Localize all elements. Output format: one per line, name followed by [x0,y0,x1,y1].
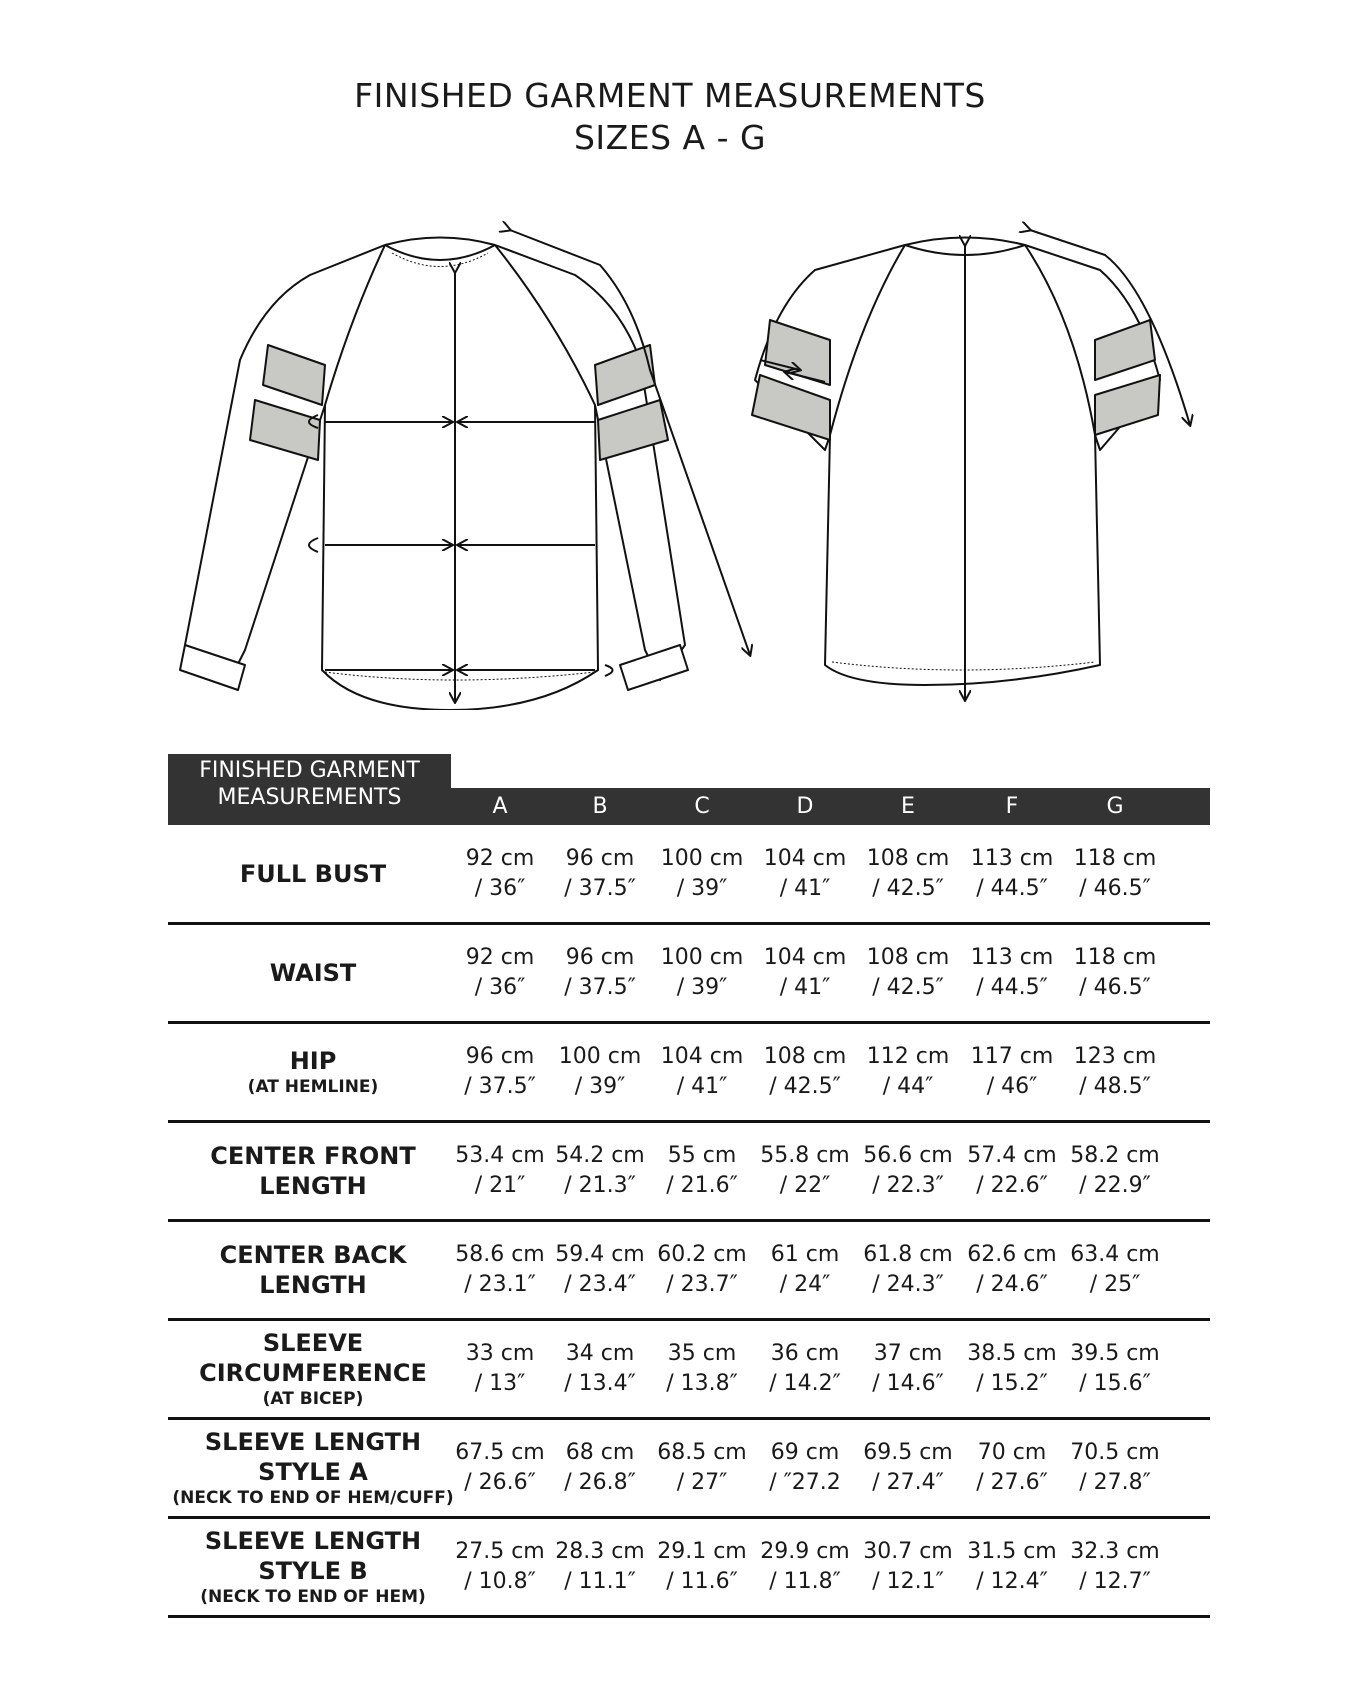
row-label [168,925,458,1021]
measurement-cell [447,1222,553,1318]
measurement-cell [959,1519,1065,1615]
inch-value: / 42.5″ [872,975,944,1000]
cm-value: 104 cm [763,846,847,871]
measurement-cell [752,1519,858,1615]
inch-value: / 22.3″ [872,1173,944,1198]
row-label-note: (AT HEMLINE) [247,1077,379,1097]
measurement-cell [1062,1519,1168,1615]
row-label [168,1222,458,1318]
size-header-a: A [492,794,508,819]
measurement-cell [447,1519,553,1615]
measurement-cell [959,1024,1065,1120]
inch-value: / 46.5″ [1079,876,1151,901]
table-row [168,826,1210,925]
cm-value: 100 cm [558,1044,642,1069]
measurement-cell [649,1024,755,1120]
cm-value: 108 cm [763,1044,847,1069]
cm-value: 68.5 cm [657,1440,747,1465]
inch-value: / 26.8″ [564,1470,636,1495]
inch-value: / 37.5″ [564,975,636,1000]
cm-value: 70 cm [977,1440,1047,1465]
row-label-text: SLEEVE CIRCUMFERENCE [199,1329,427,1387]
measurement-cell [1062,1024,1168,1120]
measurement-cell [855,1321,961,1417]
measurement-cell [1062,1321,1168,1417]
inch-value: / 15.6″ [1079,1371,1151,1396]
inch-value: / 27″ [676,1470,728,1495]
inch-value: / 39″ [676,975,728,1000]
cm-value: 96 cm [565,846,635,871]
table-row [168,1222,1210,1321]
header-label-line1: FINISHED GARMENT [199,758,420,783]
cm-value: 58.6 cm [455,1242,545,1267]
row-label [168,1024,458,1120]
cm-value: 61 cm [770,1242,840,1267]
inch-value: / 21.6″ [666,1173,738,1198]
inch-value: / ″27.2 [769,1470,841,1495]
row-label-note: (NECK TO END OF HEM) [200,1587,426,1607]
inch-value: / 25″ [1089,1272,1141,1297]
cm-value: 63.4 cm [1070,1242,1160,1267]
row-label [168,1519,458,1615]
inch-value: / 14.6″ [872,1371,944,1396]
table-row [168,1519,1210,1618]
measurement-cell [855,826,961,922]
row-label-text: SLEEVE LENGTH [204,1428,422,1456]
cm-value: 67.5 cm [455,1440,545,1465]
row-label-text: FULL BUST [239,860,387,888]
cm-value: 123 cm [1073,1044,1157,1069]
measurement-cell [959,925,1065,1021]
measurement-cell [752,1123,858,1219]
cm-value: 68 cm [565,1440,635,1465]
measurement-cell [649,826,755,922]
measurement-cell [855,1024,961,1120]
header-label-line2: MEASUREMENTS [217,785,402,810]
measurement-cell [752,1420,858,1516]
cm-value: 69.5 cm [863,1440,953,1465]
measurement-cell [1062,1222,1168,1318]
table-row [168,925,1210,1024]
row-label [168,1321,458,1417]
measurement-cell [447,1321,553,1417]
inch-value: / 12.7″ [1079,1569,1151,1594]
row-label-text: CENTER FRONT [210,1142,416,1170]
cm-value: 108 cm [866,945,950,970]
cm-value: 62.6 cm [967,1242,1057,1267]
cm-value: 104 cm [660,1044,744,1069]
inch-value: / 36″ [474,876,526,901]
measurement-cell [752,1321,858,1417]
inch-value: / 42.5″ [769,1074,841,1099]
measurement-cell [547,925,653,1021]
cm-value: 96 cm [465,1044,535,1069]
table-row [168,1321,1210,1420]
cm-value: 92 cm [465,846,535,871]
inch-value: / 41″ [779,975,831,1000]
inch-value: / 48.5″ [1079,1074,1151,1099]
inch-value: / 26.6″ [464,1470,536,1495]
row-label-text: STYLE A [258,1458,368,1486]
measurement-cell [447,1123,553,1219]
cm-value: 113 cm [970,945,1054,970]
inch-value: / 44″ [882,1074,934,1099]
cm-value: 30.7 cm [863,1539,953,1564]
inch-value: / 27.4″ [872,1470,944,1495]
inch-value: / 46″ [986,1074,1038,1099]
measurement-cell [649,925,755,1021]
inch-value: / 42.5″ [872,876,944,901]
inch-value: / 13.8″ [666,1371,738,1396]
measurement-cell [959,1222,1065,1318]
inch-value: / 13.4″ [564,1371,636,1396]
measurement-cell [959,1123,1065,1219]
cm-value: 29.1 cm [657,1539,747,1564]
measurement-cell [547,826,653,922]
measurement-cell [547,1024,653,1120]
inch-value: / 12.4″ [976,1569,1048,1594]
measurement-cell [1062,1420,1168,1516]
measurement-cell [649,1420,755,1516]
row-label-text: LENGTH [259,1172,367,1200]
row-label-note: (AT BICEP) [262,1389,364,1409]
inch-value: / 15.2″ [976,1371,1048,1396]
inch-value: / 41″ [676,1074,728,1099]
cm-value: 31.5 cm [967,1539,1057,1564]
cm-value: 70.5 cm [1070,1440,1160,1465]
measurement-cell [649,1123,755,1219]
inch-value: / 24.3″ [872,1272,944,1297]
cm-value: 39.5 cm [1070,1341,1160,1366]
cm-value: 32.3 cm [1070,1539,1160,1564]
measurement-cell [959,1420,1065,1516]
cm-value: 38.5 cm [967,1341,1057,1366]
inch-value: / 21″ [474,1173,526,1198]
inch-value: / 11.1″ [564,1569,636,1594]
table-header-label [168,754,451,825]
cm-value: 33 cm [465,1341,535,1366]
row-label [168,1420,458,1516]
cm-value: 112 cm [866,1044,950,1069]
measurement-cell [752,1222,858,1318]
inch-value: / 22″ [779,1173,831,1198]
row-label-text: HIP [289,1047,337,1075]
size-header-d: D [796,794,814,819]
inch-value: / 22.9″ [1079,1173,1151,1198]
size-header-c: C [694,794,710,819]
measurement-cell [959,826,1065,922]
page-subtitle: SIZES A - G [573,118,767,157]
measurement-cell [752,925,858,1021]
measurement-cell [547,1123,653,1219]
row-label-text: WAIST [269,959,357,987]
cm-value: 57.4 cm [967,1143,1057,1168]
inch-value: / 27.6″ [976,1470,1048,1495]
inch-value: / 11.8″ [769,1569,841,1594]
row-label-text: SLEEVE LENGTH [204,1527,422,1555]
measurement-cell [547,1420,653,1516]
cm-value: 100 cm [660,945,744,970]
measurement-cell [855,925,961,1021]
row-label [168,1123,458,1219]
inch-value: / 41″ [779,876,831,901]
row-label-text: STYLE B [258,1557,368,1585]
measurement-cell [447,1024,553,1120]
inch-value: / 37.5″ [464,1074,536,1099]
table-row [168,1420,1210,1519]
inch-value: / 37.5″ [564,876,636,901]
measurement-cell [447,826,553,922]
inch-value: / 23.1″ [464,1272,536,1297]
cm-value: 118 cm [1073,846,1157,871]
measurement-cell [547,1222,653,1318]
size-header-g: G [1106,794,1124,819]
front-view-drawing [180,230,750,710]
inch-value: / 22.6″ [976,1173,1048,1198]
cm-value: 96 cm [565,945,635,970]
measurement-cell [447,1420,553,1516]
cm-value: 37 cm [873,1341,943,1366]
row-label-text: CENTER BACK [219,1241,407,1269]
size-header-b: B [592,794,608,819]
cm-value: 59.4 cm [555,1242,645,1267]
measurement-cell [1062,925,1168,1021]
inch-value: / 24.6″ [976,1272,1048,1297]
row-label [168,826,458,922]
cm-value: 69 cm [770,1440,840,1465]
measurement-cell [752,1024,858,1120]
cm-value: 104 cm [763,945,847,970]
row-label-note: (NECK TO END OF HEM/CUFF) [172,1488,454,1508]
cm-value: 100 cm [660,846,744,871]
measurement-cell [547,1519,653,1615]
inch-value: / 46.5″ [1079,975,1151,1000]
cm-value: 29.9 cm [760,1539,850,1564]
cm-value: 117 cm [970,1044,1054,1069]
table-row [168,1123,1210,1222]
inch-value: / 44.5″ [976,876,1048,901]
inch-value: / 24″ [779,1272,831,1297]
back-view-drawing [752,230,1190,700]
cm-value: 60.2 cm [657,1242,747,1267]
inch-value: / 23.4″ [564,1272,636,1297]
cm-value: 55 cm [667,1143,737,1168]
measurement-cell [1062,1123,1168,1219]
size-header-f: F [1005,794,1019,819]
cm-value: 118 cm [1073,945,1157,970]
cm-value: 108 cm [866,846,950,871]
inch-value: / 27.8″ [1079,1470,1151,1495]
measurement-cell [959,1321,1065,1417]
cm-value: 61.8 cm [863,1242,953,1267]
measurement-cell [649,1321,755,1417]
measurement-cell [547,1321,653,1417]
cm-value: 58.2 cm [1070,1143,1160,1168]
inch-value: / 39″ [574,1074,626,1099]
inch-value: / 21.3″ [564,1173,636,1198]
cm-value: 36 cm [770,1341,840,1366]
size-header-e: E [901,794,915,819]
page-title: FINISHED GARMENT MEASUREMENTS [354,76,986,115]
measurement-cell [855,1420,961,1516]
measurement-cell [855,1123,961,1219]
inch-value: / 11.6″ [666,1569,738,1594]
cm-value: 53.4 cm [455,1143,545,1168]
cm-value: 35 cm [667,1341,737,1366]
cm-value: 55.8 cm [760,1143,850,1168]
inch-value: / 39″ [676,876,728,901]
inch-value: / 23.7″ [666,1272,738,1297]
inch-value: / 13″ [474,1371,526,1396]
table-row [168,1024,1210,1123]
measurement-cell [752,826,858,922]
inch-value: / 12.1″ [872,1569,944,1594]
measurement-cell [1062,826,1168,922]
cm-value: 27.5 cm [455,1539,545,1564]
measurement-cell [649,1222,755,1318]
measurement-cell [447,925,553,1021]
inch-value: / 10.8″ [464,1569,536,1594]
row-label-text: LENGTH [259,1271,367,1299]
inch-value: / 44.5″ [976,975,1048,1000]
garment-illustration [0,210,1366,710]
cm-value: 54.2 cm [555,1143,645,1168]
inch-value: / 14.2″ [769,1371,841,1396]
inch-value: / 36″ [474,975,526,1000]
measurement-cell [855,1519,961,1615]
measurement-cell [649,1519,755,1615]
cm-value: 34 cm [565,1341,635,1366]
cm-value: 113 cm [970,846,1054,871]
cm-value: 28.3 cm [555,1539,645,1564]
cm-value: 56.6 cm [863,1143,953,1168]
measurement-cell [855,1222,961,1318]
cm-value: 92 cm [465,945,535,970]
